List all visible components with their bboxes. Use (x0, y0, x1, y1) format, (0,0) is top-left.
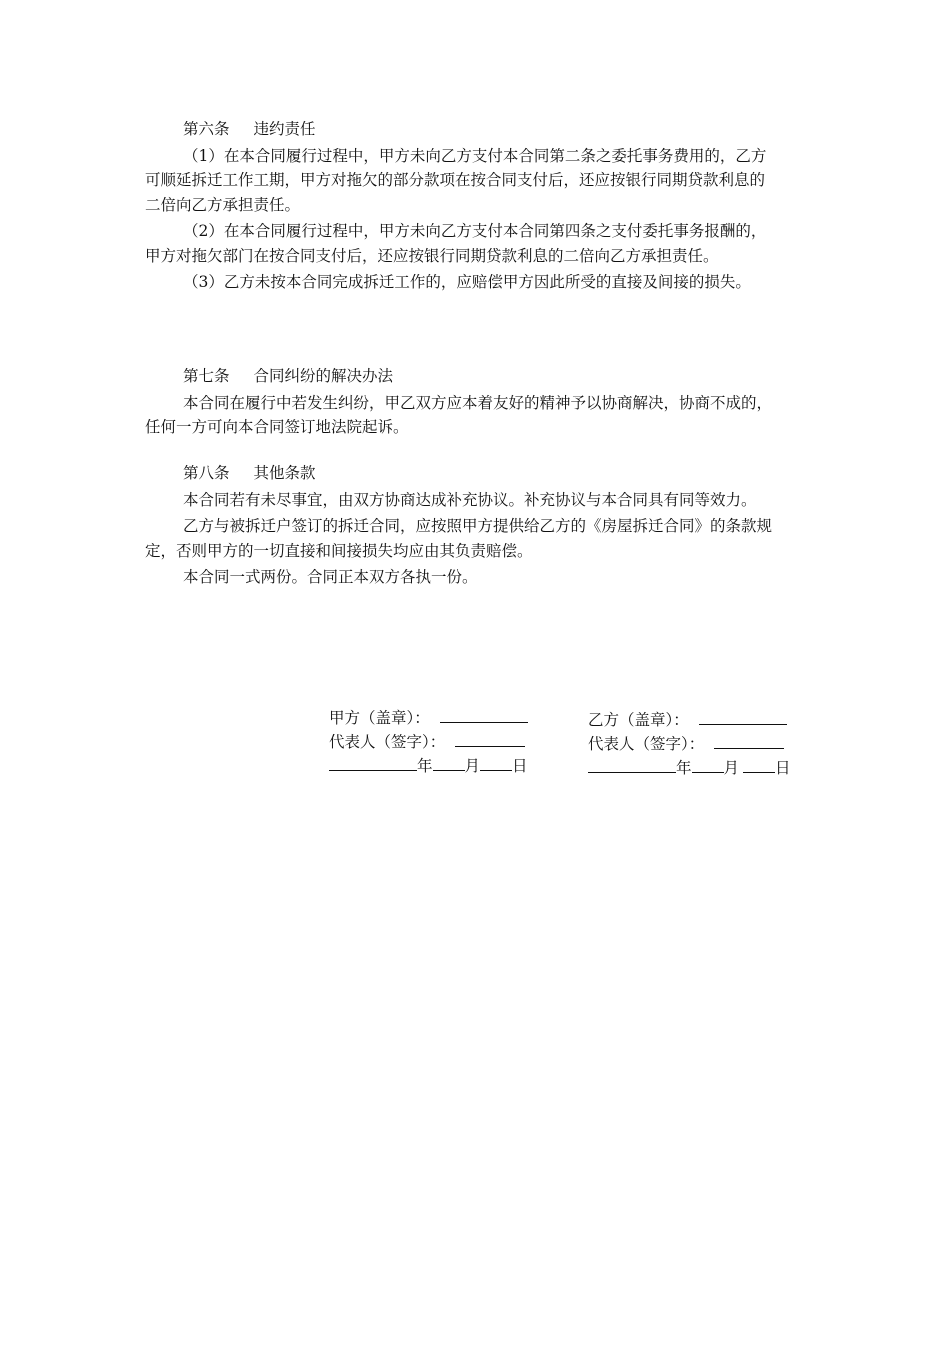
article-8-paragraph-1: 本合同若有未尽事宜，由双方协商达成补充协议。补充协议与本合同具有同等效力。 (183, 490, 757, 509)
party-b-month-label: 月 (723, 759, 740, 777)
article-8-paragraph-3: 本合同一式两份。合同正本双方各执一份。 (183, 568, 478, 586)
article-6 (145, 117, 775, 295)
article-7-paragraph-1: 本合同在履行中若发生纠纷，甲乙双方应本着友好的精神予以协商解决，协商不成的，任何一方可向本合同签订地法院起诉。 (145, 393, 773, 436)
party-a-year-blank[interactable] (329, 755, 417, 771)
party-a-signature-block (329, 706, 528, 778)
article-8-paragraph-2: 乙方与被拆迁户签订的拆迁合同，应按照甲方提供给乙方的《房屋拆迁合同》的条款规定，否则甲方的一切直接和间接损失均应由其负责赔偿。 (145, 517, 773, 560)
party-b-seal-label: 乙方（盖章）： (588, 711, 689, 729)
article-6-paragraph-1: （1）在本合同履行过程中，甲方未向乙方支付本合同第二条之委托事务费用的，乙方可顺延拆迁工作工期，甲方对拖欠的部分款项在按合同支付后，还应按银行同期贷款利息的二倍向乙方承担责任。 (145, 146, 767, 214)
party-b-month-blank[interactable] (692, 757, 724, 773)
article-8-number: 第八条 (183, 464, 230, 482)
party-a-month-blank[interactable] (433, 755, 465, 771)
party-b-year-label: 年 (676, 759, 692, 777)
party-a-seal-label: 甲方（盖章）： (329, 709, 430, 727)
party-a-seal-blank[interactable] (440, 707, 528, 723)
article-6-number: 第六条 (183, 120, 230, 138)
party-a-day-blank[interactable] (480, 755, 512, 771)
party-b-seal-blank[interactable] (699, 709, 787, 725)
article-7-number: 第七条 (183, 367, 230, 385)
party-a-rep-label: 代表人（签字）： (329, 733, 446, 751)
party-b-day-label: 日 (775, 759, 791, 777)
article-8 (145, 461, 775, 590)
article-6-title: 违约责任 (253, 120, 316, 138)
party-b-day-blank[interactable] (743, 757, 775, 773)
article-6-paragraph-2: （2）在本合同履行过程中，甲方未向乙方支付本合同第四条之支付委托事务报酬的，甲方对拖欠部门在按合同支付后，还应按银行同期贷款利息的二倍向乙方承担责任。 (145, 222, 767, 265)
party-a-rep-blank[interactable] (455, 731, 525, 747)
article-7 (145, 364, 775, 440)
party-b-rep-label: 代表人（签字）： (588, 735, 705, 753)
party-b-year-blank[interactable] (588, 757, 676, 773)
article-8-title: 其他条款 (253, 464, 316, 482)
party-b-rep-blank[interactable] (714, 733, 784, 749)
party-a-day-label: 日 (512, 757, 528, 775)
article-7-heading (145, 364, 775, 389)
article-6-paragraph-3: （3）乙方未按本合同完成拆迁工作的，应赔偿甲方因此所受的直接及间接的损失。 (183, 273, 751, 291)
party-a-year-label: 年 (417, 757, 433, 775)
party-a-month-label: 月 (464, 757, 481, 775)
article-8-heading (145, 461, 775, 486)
party-b-signature-block (588, 708, 791, 780)
article-6-heading (145, 117, 775, 142)
article-7-title: 合同纠纷的解决办法 (253, 367, 394, 385)
